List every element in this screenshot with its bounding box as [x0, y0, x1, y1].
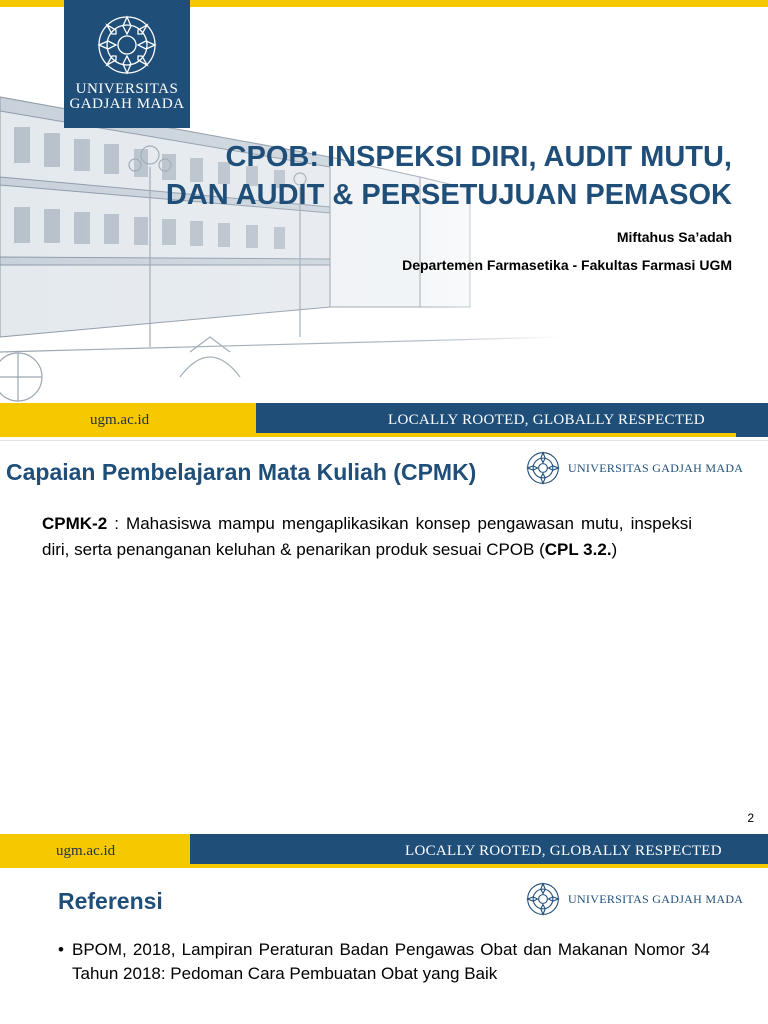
ugm-brand [526, 451, 743, 485]
logo-line-1: UNIVERSITAS [75, 81, 179, 97]
slide2-footer [0, 834, 768, 868]
ugm-brand [526, 882, 743, 916]
footer-url: ugm.ac.id [90, 412, 150, 428]
ugm-seal-icon [96, 14, 158, 76]
ugm-seal-icon [526, 451, 560, 485]
presentation-title [132, 138, 732, 214]
logo-line-2: GADJAH MADA [69, 96, 185, 112]
logo-wordmark [69, 82, 184, 112]
footer-tagline: LOCALLY ROOTED, GLOBALLY RESPECTED [405, 843, 722, 859]
slide-heading: Capaian Pembelajaran Mata Kuliah (CPMK) [6, 459, 477, 485]
cpl-close: ) [611, 540, 618, 559]
cpmk-label: CPMK-2 [42, 514, 108, 533]
footer-tagline: LOCALLY ROOTED, GLOBALLY RESPECTED [388, 412, 705, 428]
cpmk-slide [0, 440, 768, 835]
reference-list [58, 938, 710, 986]
ugm-logo [64, 0, 190, 128]
reference-item: BPOM, 2018, Lampiran Peraturan Badan Pengawas Obat dan Makanan Nomor 34 Tahun 2018: Pedoman Cara Pembuatan Obat yang Baik [72, 940, 710, 983]
brand-name: UNIVERSITAS GADJAH MADA [568, 891, 744, 906]
cpmk-paragraph [42, 511, 692, 563]
slide-footer [0, 403, 768, 437]
reference-slide [0, 868, 768, 1024]
bullet: • [58, 940, 64, 959]
title-slide [0, 0, 768, 440]
ugm-seal-icon [526, 882, 560, 916]
footer-url: ugm.ac.id [56, 843, 116, 859]
title-line-2: DAN AUDIT & PERSETUJUAN PEMASOK [165, 179, 732, 211]
department-name: Departemen Farmasetika - Fakultas Farmasi UGM [402, 257, 732, 273]
cpmk-text: : Mahasiswa mampu mengaplikasikan konsep pengawasan mutu, inspeksi diri, serta penanganan keluhan & penarikan produk sesuai CPOB ( [42, 514, 692, 559]
author-name: Miftahus Sa’adah [616, 229, 732, 245]
page-number: 2 [747, 811, 754, 825]
title-line-1: CPOB: INSPEKSI DIRI, AUDIT MUTU, [225, 141, 732, 173]
footer-stripe [256, 433, 736, 437]
brand-name: UNIVERSITAS GADJAH MADA [568, 460, 744, 475]
cpl-label: CPL 3.2. [544, 540, 612, 559]
slide-heading: Referensi [58, 888, 163, 914]
